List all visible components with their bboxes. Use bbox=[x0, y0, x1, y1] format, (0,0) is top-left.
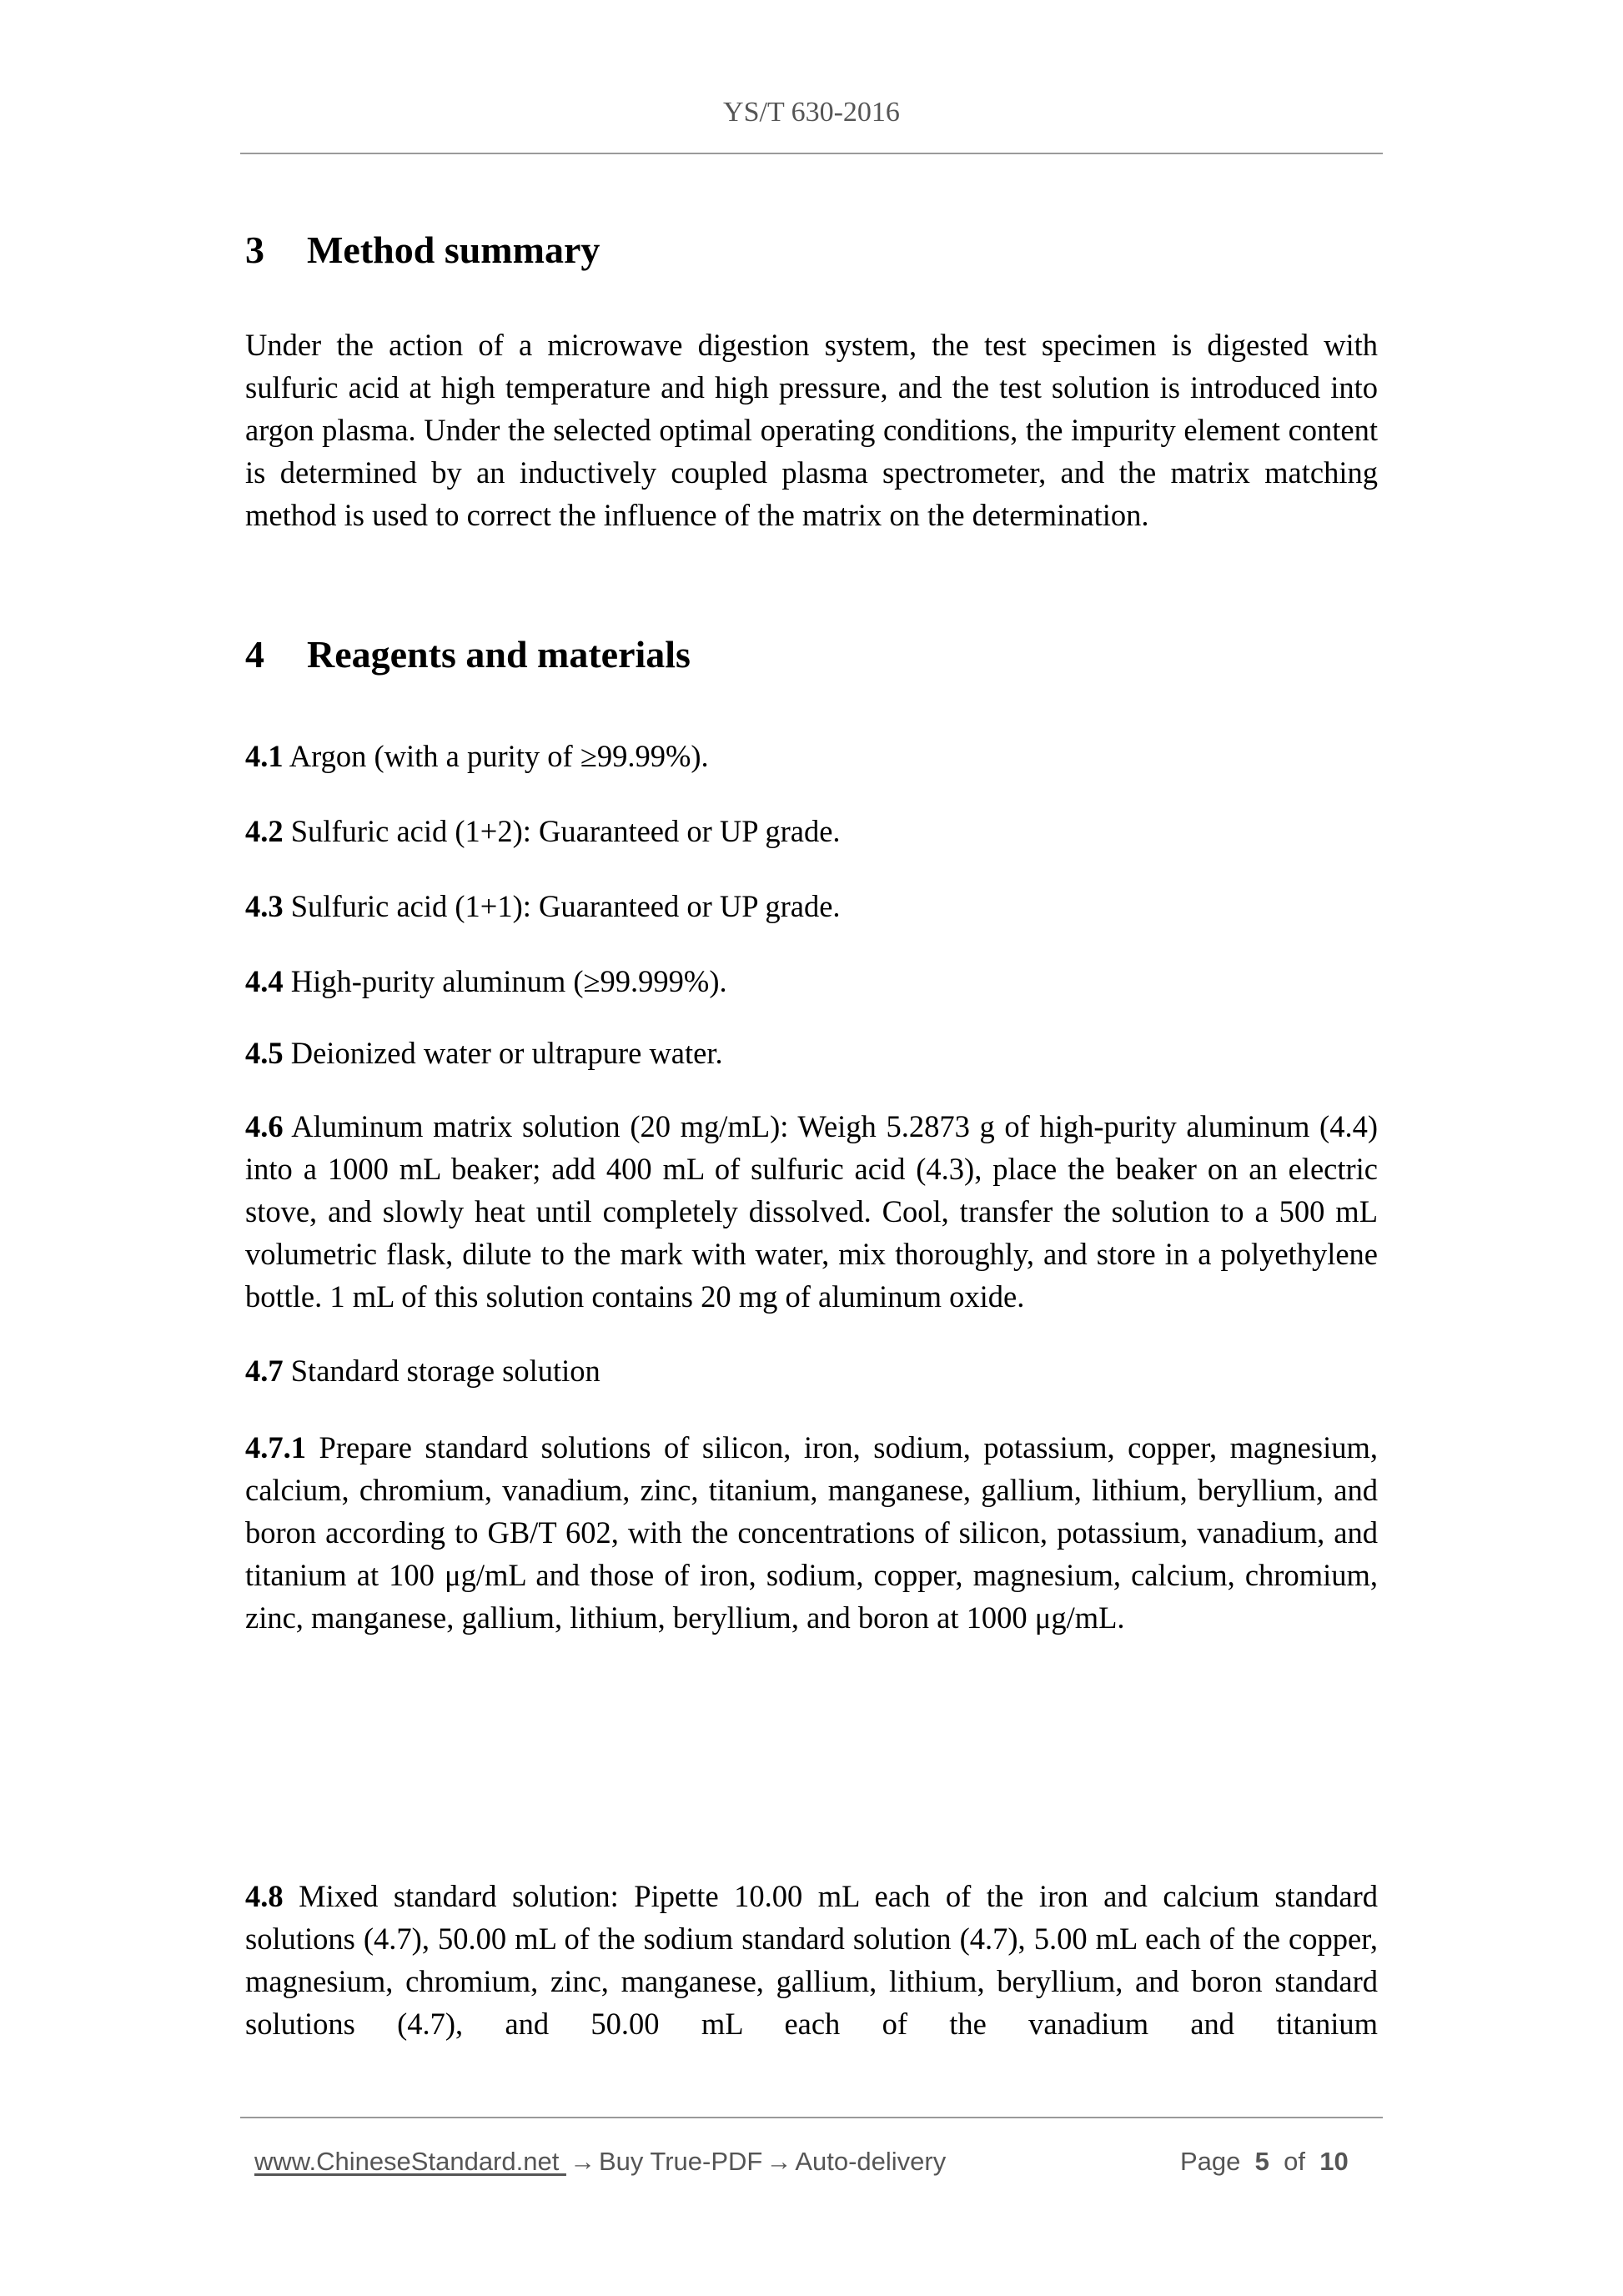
clause-number: 4.8 bbox=[245, 1879, 284, 1913]
clause-text: High-purity aluminum (≥99.999%). bbox=[290, 964, 727, 998]
section-title: Method summary bbox=[307, 229, 600, 271]
section-title: Reagents and materials bbox=[307, 633, 691, 676]
running-header: YS/T 630-2016 bbox=[723, 97, 900, 128]
section-heading-4 bbox=[245, 631, 691, 678]
page-indicator bbox=[1180, 2145, 1349, 2178]
clause-number: 4.7.1 bbox=[245, 1430, 306, 1465]
clause-4-1 bbox=[245, 735, 1378, 777]
section-number: 3 bbox=[245, 229, 264, 271]
clause-4-4 bbox=[245, 960, 1378, 1002]
clause-number: 4.6 bbox=[245, 1109, 284, 1143]
footer-step-buy: Buy True-PDF bbox=[598, 2147, 763, 2176]
clause-text: Deionized water or ultrapure water. bbox=[290, 1036, 723, 1070]
clause-4-3 bbox=[245, 885, 1378, 927]
clause-number: 4.3 bbox=[245, 889, 284, 923]
clause-text: Mixed standard solution: Pipette 10.00 mL each of the iron and calcium standard solutions (4.7), 50.00 mL of the sodium standard solution (4.7), 5.00 mL each of the copper, magnesium, chromium, zinc, manganese, gallium, lithium, beryllium, and boron standard solutions (4.7), and 50.00 mL each of the vanadium and titanium bbox=[245, 1879, 1378, 2041]
clause-number: 4.5 bbox=[245, 1036, 284, 1070]
section-heading-3 bbox=[245, 227, 600, 274]
clause-number: 4.1 bbox=[245, 739, 284, 773]
clause-4-6 bbox=[245, 1105, 1378, 1318]
clause-4-2 bbox=[245, 810, 1378, 852]
clause-text: Sulfuric acid (1+1): Guaranteed or UP grade. bbox=[290, 889, 841, 923]
arrow-right-icon: → bbox=[569, 2147, 595, 2176]
footer-rule bbox=[240, 2117, 1383, 2118]
of-label: of bbox=[1284, 2147, 1305, 2176]
clause-text: Argon (with a purity of ≥99.99%). bbox=[289, 739, 709, 773]
clause-number: 4.2 bbox=[245, 814, 284, 848]
clause-text: Aluminum matrix solution (20 mg/mL): Weigh 5.2873 g of high-purity aluminum (4.4) into a 1000 mL beaker; add 400 mL of sulfuric acid (4.3), place the beaker on an electric stove, and slowly heat until completely dissolved. Cool, transfer the solution to a 500 mL volumetric flask, dilute to the mark with water, mix thoroughly, and store in a polyethylene bottle. 1 mL of this solution contains 20 mg of aluminum oxide. bbox=[245, 1109, 1378, 1314]
clause-text: Sulfuric acid (1+2): Guaranteed or UP grade. bbox=[290, 814, 841, 848]
clause-4-5 bbox=[245, 1032, 1378, 1074]
page-footer bbox=[254, 2145, 1376, 2178]
page-label: Page bbox=[1180, 2147, 1241, 2176]
clause-text: Prepare standard solutions of silicon, iron, sodium, potassium, copper, magnesium, calcium, chromium, vanadium, zinc, titanium, manganese, gallium, lithium, beryllium, and boron according to GB/T 602, with the concentrations of silicon, potassium, vanadium, and titanium at 100 μg/mL and those of iron, sodium, copper, magnesium, calcium, chromium, zinc, manganese, gallium, lithium, beryllium, and boron at 1000 μg/mL. bbox=[245, 1430, 1378, 1635]
clause-number: 4.4 bbox=[245, 964, 284, 998]
clause-text: Standard storage solution bbox=[290, 1354, 600, 1388]
arrow-right-icon: → bbox=[766, 2147, 792, 2176]
current-page-number: 5 bbox=[1254, 2147, 1269, 2176]
clause-number: 4.7 bbox=[245, 1354, 284, 1388]
method-summary-paragraph: Under the action of a microwave digestion system, the test specimen is digested with sulfuric acid at high temperature and high pressure, and the test solution is introduced into argon plasma. Under the selected optimal operating conditions, the impurity element content is determined by an inductively coupled plasma spectrometer, and the matrix matching method is used to correct the influence of the matrix on the determination. bbox=[245, 328, 1378, 532]
clause-4-7-1 bbox=[245, 1426, 1378, 1639]
clause-4-8 bbox=[245, 1875, 1378, 2045]
chinesestandard-link[interactable]: www.ChineseStandard.net bbox=[254, 2147, 566, 2176]
total-pages-number: 10 bbox=[1319, 2147, 1349, 2176]
section-number: 4 bbox=[245, 633, 264, 676]
clause-4-7 bbox=[245, 1349, 1378, 1392]
footer-step-delivery: Auto-delivery bbox=[795, 2147, 947, 2176]
header-rule bbox=[240, 153, 1383, 154]
